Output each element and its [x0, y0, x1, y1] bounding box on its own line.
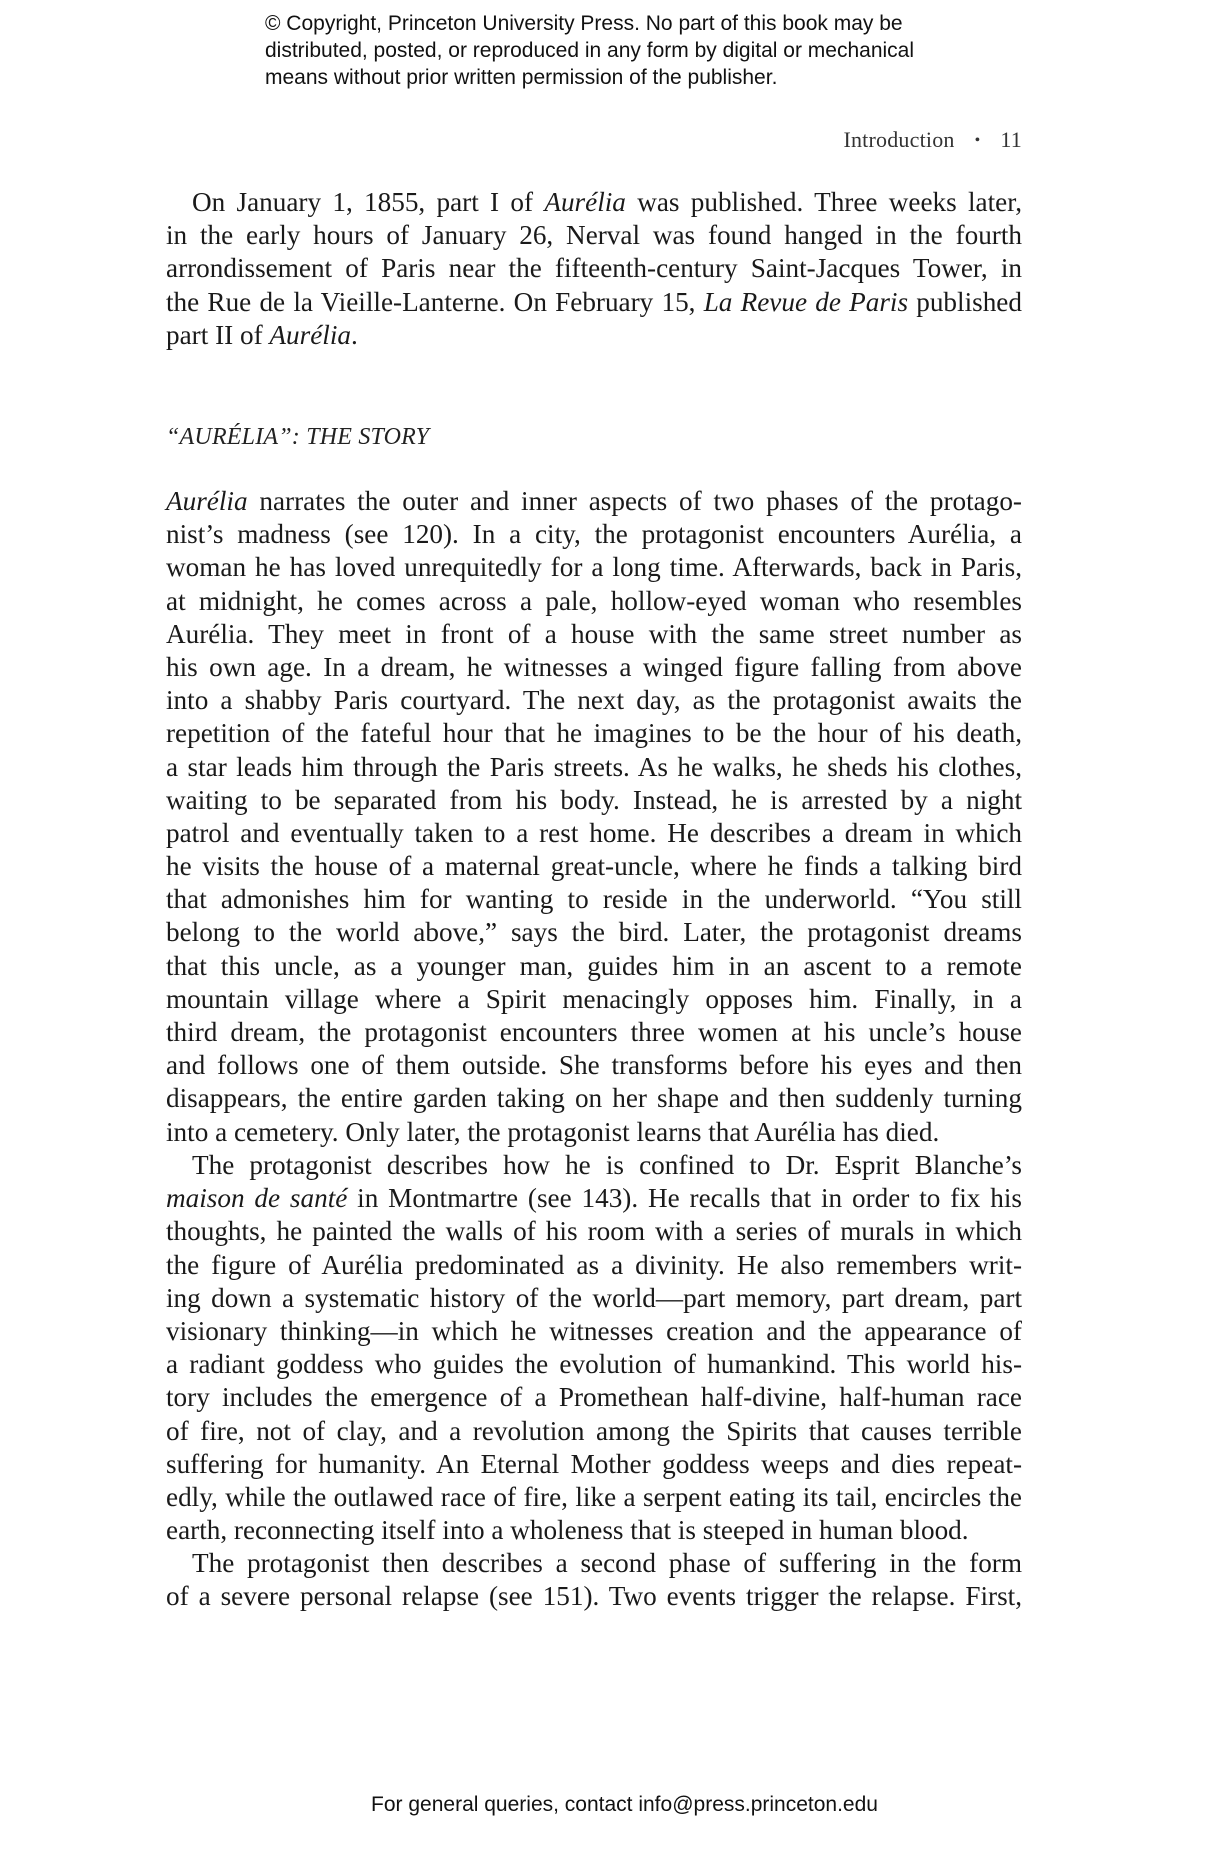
text-line: Aurélia. They meet in front of a house with the same street number as [166, 618, 1022, 649]
text-line: that admonishes him for wanting to reside in the underworld. “You still [166, 884, 1022, 915]
text-line: visionary thinking—in which he witnesses creation and the appearance of [166, 1315, 1022, 1346]
italic-title: maison de santé [166, 1183, 348, 1214]
text-line: part II of Aurélia. [166, 319, 358, 350]
text-line: belong to the world above,” says the bird. Later, the protagonist dreams [166, 917, 1022, 948]
text-line: and follows one of them outside. She transforms before his eyes and then [166, 1050, 1022, 1081]
text-line: patrol and eventually taken to a rest home. He describes a dream in which [166, 817, 1022, 848]
text-line: thoughts, he painted the walls of his room with a series of murals in which [166, 1216, 1022, 1247]
text-line: a radiant goddess who guides the evolution of humankind. This world his- [166, 1349, 1022, 1380]
text-line: his own age. In a dream, he witnesses a winged figure falling from above [166, 651, 1022, 682]
text-line: suffering for humanity. An Eternal Mother goddess weeps and dies repeat- [166, 1448, 1022, 1479]
footer-text: For general queries, contact info@press.princeton.edu [371, 1793, 878, 1816]
text-line: at midnight, he comes across a pale, hollow-eyed woman who resembles [166, 585, 1022, 616]
text-line: nist’s madness (see 120). In a city, the protagonist encounters Aurélia, a [166, 519, 1022, 550]
text-line: The protagonist then describes a second phase of suffering in the form [192, 1548, 1022, 1578]
italic-title: La Revue de Paris [703, 286, 909, 317]
text-line: he visits the house of a maternal great-uncle, where he finds a talking bird [166, 851, 1022, 882]
copyright-line: means without prior written permission of the publisher. [265, 66, 778, 89]
text-line: maison de santé in Montmartre (see 143). He recalls that in order to fix his [166, 1183, 1022, 1214]
paragraph-story [166, 485, 1022, 1149]
text-line: repetition of the fateful hour that he imagines to be the hour of his death, [166, 718, 1022, 749]
text-line: disappears, the entire garden taking on her shape and then suddenly turning [166, 1083, 1022, 1114]
text-line: woman he has loved unrequitedly for a long time. Afterwards, back in Paris, [166, 552, 1022, 583]
text-line: earth, reconnecting itself into a wholeness that is steeped in human blood. [166, 1515, 969, 1546]
text-line: the Rue de la Vieille-Lanterne. On February 15, La Revue de Paris published [166, 286, 1022, 317]
copyright-line: © Copyright, Princeton University Press. No part of this book may be [265, 12, 903, 35]
copyright-notice [265, 10, 1025, 91]
text-line: the figure of Aurélia predominated as a divinity. He also remembers writ- [166, 1249, 1023, 1280]
text-line: in the early hours of January 26, Nerval was found hanged in the fourth [166, 220, 1022, 251]
text-line: arrondissement of Paris near the fifteenth-century Saint-Jacques Tower, in [166, 253, 1022, 284]
text-line: mountain village where a Spirit menacingly opposes him. Finally, in a [166, 983, 1022, 1014]
text-line: that this uncle, as a younger man, guides him in an ascent to a remote [166, 950, 1022, 981]
text-line: edly, while the outlawed race of fire, like a serpent eating its tail, encircles the [166, 1481, 1022, 1512]
text-line: third dream, the protagonist encounters three women at his uncle’s house [166, 1017, 1022, 1047]
text-line: ing down a systematic history of the world—part memory, part dream, part [166, 1282, 1022, 1313]
running-head [700, 127, 1022, 153]
text-line: On January 1, 1855, part I of Aurélia was published. Three weeks later, [192, 187, 1022, 217]
running-head-section: Introduction [843, 127, 955, 152]
page-number: 11 [1000, 127, 1022, 152]
footer-contact [0, 1793, 1225, 1817]
copyright-line: distributed, posted, or reproduced in any form by digital or mechanical [265, 39, 915, 62]
text-line: tory includes the emergence of a Promethean half-divine, half-human race [166, 1382, 1022, 1413]
running-head-separator: • [974, 132, 981, 149]
italic-title: Aurélia [269, 319, 351, 350]
text-line: into a cemetery. Only later, the protagonist learns that Aurélia has died. [166, 1116, 940, 1147]
text-line: of a severe personal relapse (see 151). Two events trigger the relapse. First, [166, 1581, 1022, 1612]
text-line: Aurélia narrates the outer and inner aspects of two phases of the protago- [166, 486, 1022, 516]
text-line: The protagonist describes how he is confined to Dr. Esprit Blanche’s [192, 1150, 1022, 1180]
paragraph-confinement [166, 1149, 1022, 1547]
text-line: a star leads him through the Paris streets. As he walks, he sheds his clothes, [166, 751, 1022, 782]
text-line: of fire, not of clay, and a revolution among the Spirits that causes terrible [166, 1415, 1022, 1446]
italic-title: Aurélia [544, 187, 626, 217]
text-line: into a shabby Paris courtyard. The next day, as the protagonist awaits the [166, 685, 1022, 716]
paragraph-publication [166, 186, 1022, 352]
section-heading: “AURÉLIA”: THE STORY [166, 424, 430, 450]
italic-title: Aurélia [166, 486, 248, 516]
paragraph-relapse [166, 1547, 1022, 1613]
text-line: waiting to be separated from his body. Instead, he is arrested by a night [166, 784, 1022, 815]
